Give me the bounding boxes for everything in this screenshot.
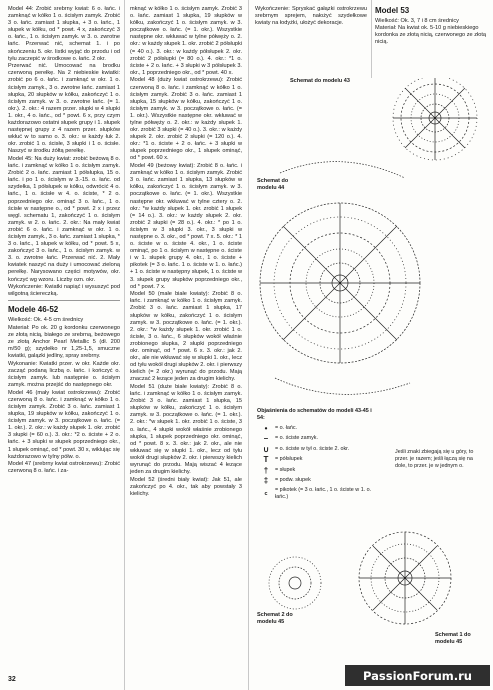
legend-item xyxy=(257,446,372,453)
legend-item xyxy=(257,435,372,442)
page-number: 32 xyxy=(8,676,16,683)
text-column-1 xyxy=(8,6,120,476)
text-column-3 xyxy=(255,6,367,28)
paragraph: Wykonanie: Kwiatki przer. w okr. Każde okr. zacząć podaną liczbą o. łańc. i kończyć o. ścisłym zamyk. lub następnie o. ścisłym zamyk. można przejść do następnego okr. xyxy=(8,360,120,389)
legend-symbol: † xyxy=(263,465,269,475)
legend-symbol: ‡ xyxy=(263,475,269,485)
section-heading: Model 53 xyxy=(375,6,410,15)
column-divider xyxy=(248,0,249,690)
watermark: PassionForum.ru xyxy=(345,665,490,686)
legend-title: Objaśnienia do schematów do modeli 43-45 i 54: xyxy=(257,408,372,421)
text-column-2 xyxy=(130,6,242,498)
paragraph: Wielkość: Ok. 4-5 cm średnicy xyxy=(8,317,84,324)
chart-model-45-1 xyxy=(359,532,451,624)
legend-text: = półsłupek xyxy=(275,456,303,463)
legend-symbol: T xyxy=(263,455,269,465)
legend-symbol: – xyxy=(263,434,269,444)
chart-label-45-1: Schemat 1 do modelu 45 xyxy=(435,632,471,645)
legend-text: = pikotek (= 3 o. łańc., 1 o. ściste w 1. o. łańc.) xyxy=(275,487,372,501)
legend-item xyxy=(257,487,372,501)
legend-symbol: • xyxy=(264,424,268,433)
legend-symbol: ∪ xyxy=(263,444,269,454)
legend-item xyxy=(257,425,372,432)
legend-text: = o. ściste zamyk. xyxy=(275,435,318,442)
legend-text: = podw. słupek xyxy=(275,476,311,483)
paragraph: Model 44: Zrobić srebrny kwiat: 6 o. łańc. i zamknąć w kółko 1 o. ścisłym zamyk. Zrobić 3 o. łańc. zamiast 1 słupka, + 3 o. łańc., 1 słupek w kółku, od * powt. 4 x, zakończyć 3 o. łańc., 1 o. ścisłym zamyk. w 3. o. zwrotne łańc. Przerwać nić, schemat 1. i po skończeniu 5. okr. listki wyjąć do przodu i od tyłu zaczepić w środkowe o. łańc. 2 okr. xyxy=(8,6,120,62)
legend-item xyxy=(257,456,372,463)
paragraph: Model 49 (beżowy kwiat): Zrobić 8 o. łańc. i zamknąć w kółko 1 o. ścisłym zamyk. Zrobić 3 o. łańc. zamiast 1 słupka, 13 słupków w kółku, zakończyć 1 o. ścisłym zamyk. w 3. początkowe o. łańc. (= 1. okr.). Wszystkie następne okr. wkłuwać w tylne cztery o. 2. okr.: *w każdy słupek 1. okr. zrobić 1 słupek (= 14 o.). 3. okr.: w każdy słupek 2. okr. zrobić 2 słupki (= 28 o.). 4. okr.: * po 1 o. ścisłym w 3 słupki 3. okr., 3 słupki w następne o. 3. okr., od * powt. 7 x. 5. okr.: * 1 o. ściste w o. ściste 4. okr., 1 o. ściste ominąć, po 1 o. ścisłym w następne o. ściste i w 1. słupek grupy 4. okr., 1 o. ściste + pikotek (= 3 o. łańc. 1 o. ściste w 1. o. łańc.) + 1 o. ściste w następny słupek, 1 o. ściste w 3. słupek grupy słupków poprzedniego okr., od * powt. 7 x. xyxy=(130,163,242,290)
legend-text: = o. łańc. xyxy=(275,425,298,431)
paragraph: Wielkość: Ok. 3, 7 i 8 cm średnicy xyxy=(375,18,459,24)
chart-model-44 xyxy=(260,162,420,395)
paragraph: Model 46 (mały kwiat ostrokrzewu): Zrobić czerwoną 8 o. łańc. i zamknąć w kółko 1 o. ścisłym zamyk. Zrobić 3 o. łańc. zamiast 1 słupka, 19 słupków w kółku, zakończyć 1 o. ścisłym zamyk. w 3. początkowe o. łańc. (= 1. okr.). 2. okr.: w każdy słupek 1. okr. zrobić 3 słupki (= 60 o.). 3. okr.: *2 o. ściste + 2 o. łańc. + 3 słupki w słupek poprzedniego okr., 1 słupek ominąć, od * powt. 30 x, wiklując się każdorazowo w tylny półw. o. xyxy=(8,389,120,460)
paragraph: Wykończenie: Kwiatki napiąć i wysuszyć pod wilgotną ściereczką. xyxy=(8,284,120,298)
chart-model-43 xyxy=(393,78,477,160)
column-divider xyxy=(371,0,372,78)
paragraph: Model 48 (duży kwiat ostrokrzewu): Zrobić czerwoną 8 o. łańc. i zamknąć w kółko 1 o. ścisłym zamyk. Zrobić 3 o. łańc. zamiast 1 słupka, 15 słupków w kółku, zakończyć 1 o. ścisłym zamyk. w 3. początkowe o. łańc. (= 1. okr.). Wszystkie następne okr. wkłuwać w tylne półwęży o. 2. okr.: w każdy słupek 1. okr. zrobić 3 słupki (= 40 o.). 3. okr.: w każdy słupek 2. okr. zrobić 2 słupki (= 120 o.). 4. okr.: *1 o. ściste + 2 o. łańc. + 3 słupki w słupek poprzedniego okr., 1 słupek ominąć, od * powt. 60 x. xyxy=(130,77,242,162)
legend-item xyxy=(257,477,372,484)
paragraph: Materiał: Na kwiat ok. 5-10 g niebieskiego kordonka ze złotą nicią, czerwonego ze złotą nicią. xyxy=(375,25,487,46)
chart-model-45-2 xyxy=(269,557,321,609)
paragraph: mknąć w kółko 1 o. ścisłym zamyk. Zrobić 3 o. łańc. zamiast 1 słupka, 19 słupków w kółku, zakończyć 1 o. ścisłym zamyk. w 3. początkowe o. łańc. (= 1. okr.). Wszystkie następne okr. wkłuwać w tylne półwęży o. 2. okr.: w każdy słupek 1. okr. zrobić 2 półsłupki (= 40 o.). 3. okr.: w każdy półsłupek 2. okr. zrobić 2 półsłupki (= 80 o.). 4. okr.: *1 o. ściste + 2 o. łańc. + 3 słupki w 3 półsłupek 3. okr., 1 poprzedniego okr., od * powt. 40 x. xyxy=(130,6,242,76)
crochet-charts xyxy=(255,78,489,638)
legend-text: = o. ściste w tył o. ściste 2. okr. xyxy=(275,445,350,452)
column-divider xyxy=(124,0,125,690)
legend-text: = słupek xyxy=(275,466,296,473)
paragraph: Model 47 (srebrny kwiat ostrokrzewu): Zrobić czerwoną 8 o. łańc. i za- xyxy=(8,461,120,475)
paragraph: Wykończenie: Spryskać gałązki ostrokrzewu srebrnym sprejem, nałożyć szydełkowe kwiaty na łodyżki, ułożyć dekoracje. xyxy=(255,6,367,27)
paragraph: Przerwać nić. Umocować na brodku czerwoną perełkę. Na 2 niebieskie kwiatki: zrobić po 6 o. łańc. i zamknąć w okr. 1 o. ścisłym zamyk., 3 o. zwrotne łańc. zamiast 1 słupka, 20 słupków w kółku, zakończyć 1 o. ścisłym zamyk. w 3. o. zwrotne łańc. (= 1. okr.). 2. okr.: 4 razem przer. słupki w 4 słupki 1. okr., 4 o. łańc., od * powt. 6 x, przy czym każdorazowo ostatni słupek grupy i 1. słupek następnej grupy z 4 razem przer. słupków wkłuć w to samo o. 3. okr.: w każdy łuk 2. okr. zrobić 1 o. ścisłe, 3 słupki i 1 o. ścisłe. Naszyć w środku żółtą perełkę. xyxy=(8,63,120,155)
paragraph: Materiał: Po ok. 20 g kordonku czerwonego ze złotą nicią, białego ze srebrną, beżowego ze złotą Anchor Pearl Metallic 5 (dł. 200 m/50 g); szydełko nr 1,25-1,5, smuczne kwiatki, galązki jedliny, spray srebrny. xyxy=(8,324,120,360)
paragraph: Model 50 (małe białe kwiaty): Zrobić 8 o. łańc. i zamknąć w kółko 1 o. ścisłym zamyk. Zrobić 3 o. łańc. zamiast 1 słupka, 17 słupków w kółku, zakończyć 1 o. ścisłym zamyk. w 3. początkowe o. łańc. (= 1. okr.). 2. okr.: *w każdy słupek 1. okr. zrobić 1 o. ścisłe, 3 o. łańc., 6 słupków wokół właśnie zrobionego słupka, 2 słupki poprzedniego okr. ominąć, od * powt. 6 x. 3. okr.: jak 2. okr., ale nie wkłuwać się w słupki 1. okr., lecz od tyłu wokół drugi słupków 2. okr. i pierwszy kielich (= 2 okr.) wyrunąć do przodu. Mają znaczać 2 łezące jeden za drugim kielichy. xyxy=(130,291,242,383)
side-note: Jeśli znaki zbiegają się u góry, to przer. je razem; jeśli łączą się na dole, to przer. je w jednym o. xyxy=(395,449,474,469)
section-rule xyxy=(8,300,120,301)
legend-item xyxy=(257,467,372,474)
paragraph: Model 45: Na duży kwiat: zrobić beżową 8 o. łańc. i zamknąć w kółko 1 o. ścisłym zamyk. Zrobić 2 o. łańc. zamiast 1 półsłupka, 15 o. łańc. i po 1 o. ścisłym w 3.-15. o. łańc. od szydełka, 1 półsłupek w kółku, odwrócić 4 o. łańc., 1 o. ścisłe w 4. o. ściste, * 2 o. poprzedniego okr. ominąć 3 o. łańc., 1 o. ścisłe w następne o., od * powt. 2 x i przez węgl. schematu 1, zakończyć 1 o. ścisłym zamyk. w 2. o. łańc. 2. okr.: Na mały kwiat zrobić 6 o. łańc. i zamknąć w okr. 1 o. ścisłym zamyk., 3 o. łańc. zamiast 1 słupka, * 3 o. łańc., 1 słupek w kółku, od * powt. 5 x, zakończyć 3 o. łańc., 1 o. ścisłym zamyk. w 3. o. zwrotne łańc. Przerwać nić. 2. Mały kwiatek naszyć na duży i umocować zieloną perełkę. Narysowano części motywów, okr. kończyć wg wzoru. Liczby ozn. okr. xyxy=(8,155,120,283)
paragraph: Model 52 (średni biały kwiat): Jak 51, ale zakończyć po 4. okr., tak aby powstały 3 kielichy. xyxy=(130,476,242,497)
legend-symbol: ᶜ xyxy=(264,489,268,499)
paragraph: Model 51 (duże białe kwiaty): Zrobić 8 o. łańc. i zamknąć w kółko 1 o. ścisłym zamyk. Zrobić 3 o. łańc. zamiast 1 słupka, 15 słupków w kółku, zakończyć 1 o. ścisłym zamyk. w 3. początkowe o. łańc. (= 1. okr.). 2. okr.: *w słupek 1. okr. zrobić 1 o. ściste, 3 o. łańc., 4 słupki wokół właśnie zrobionego słupka, 1 słupek poprzedniego okr. ominąć, od * powt. 8 x. 3. okr.: jak 2. okr., ale nie wkłuwać się w słupki 1. okr., lecz od tyłu wokół drugi słupków 2. okr. i pierwszy kielich wyrunąć do przodu. Mają wiszać 4 łezące jeden za drugim kielichy. xyxy=(130,383,242,476)
chart-label-44: Schemat do modelu 44 xyxy=(257,178,289,191)
chart-label-43: Schemat do modelu 43 xyxy=(290,78,350,84)
model-53-box xyxy=(375,6,487,46)
chart-label-45-2: Schemat 2 do modelu 45 xyxy=(257,612,293,625)
section-heading: Modele 46-52 xyxy=(8,305,59,315)
chart-legend xyxy=(257,408,372,505)
